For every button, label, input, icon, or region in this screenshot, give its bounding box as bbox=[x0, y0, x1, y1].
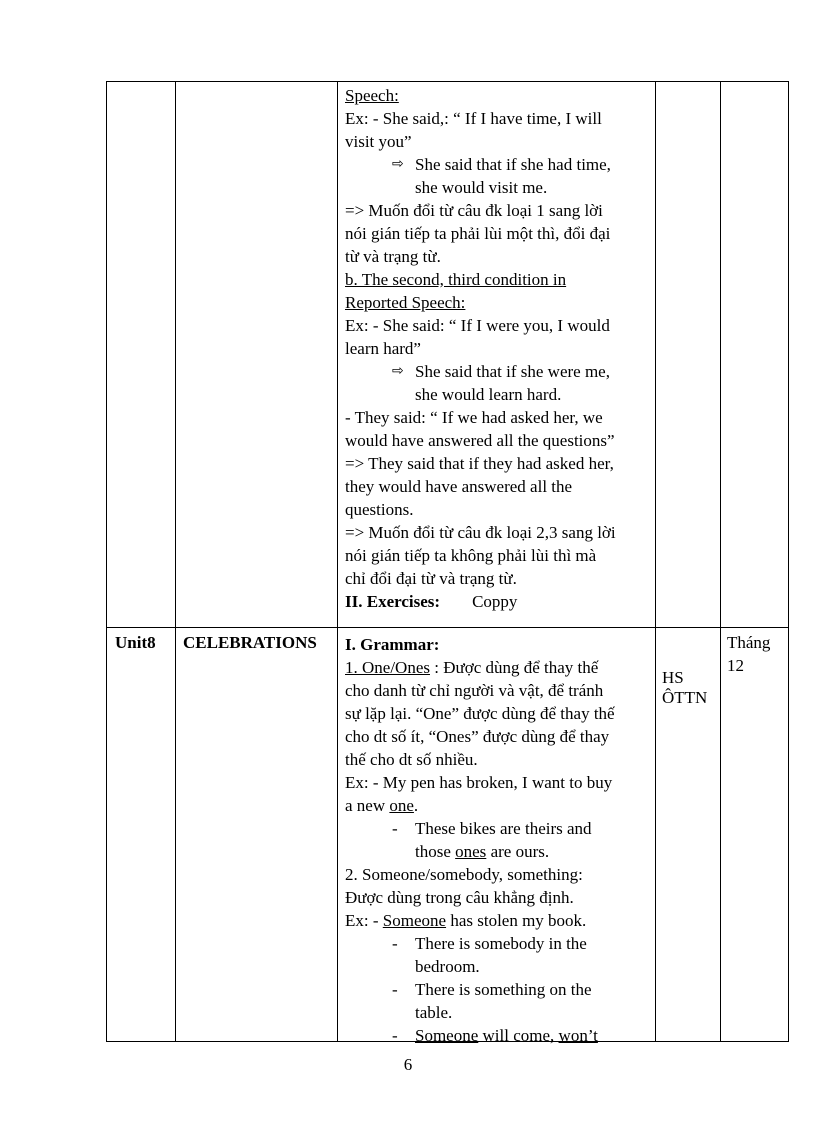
text-line: => Muốn đổi từ câu đk loại 1 sang lời bbox=[345, 201, 603, 220]
text-line: sự lặp lại. “One” được dùng để thay thế bbox=[345, 704, 615, 723]
text-line: - They said: “ If we had asked her, we bbox=[345, 408, 603, 427]
unit-topic: CELEBRATIONS bbox=[183, 633, 317, 652]
text-line: - Someone will come, won’t bbox=[392, 1026, 598, 1045]
text-line: từ và trạng từ. bbox=[345, 247, 441, 266]
row1-content bbox=[345, 84, 655, 613]
text-line: learn hard” bbox=[345, 339, 421, 358]
page-number: 6 bbox=[403, 1055, 413, 1074]
text-line: ⇨ She said that if she were me, bbox=[392, 362, 610, 381]
text-line: 1. One/Ones : Được dùng để thay thế bbox=[345, 658, 599, 677]
text-line: would have answered all the questions” bbox=[345, 431, 615, 450]
unit-label: Unit8 bbox=[115, 633, 156, 652]
text-line: => They said that if they had asked her, bbox=[345, 454, 614, 473]
text-line: cho dt số ít, “Ones” được dùng để thay bbox=[345, 727, 610, 746]
text-line: Ex: - She said,: “ If I have time, I will bbox=[345, 109, 602, 128]
text-line: those ones are ours. bbox=[415, 842, 550, 861]
text-line: Được dùng trong câu khẳng định. bbox=[345, 888, 574, 907]
column-divider bbox=[337, 82, 338, 1041]
text-line: 12 bbox=[727, 656, 744, 675]
text-line: Speech: bbox=[345, 86, 399, 105]
exercises-line: II. Exercises: Coppy bbox=[345, 592, 518, 611]
row2-content bbox=[345, 633, 655, 1047]
text-line: table. bbox=[415, 1003, 453, 1022]
section-heading: I. Grammar: bbox=[345, 635, 440, 654]
text-line: Tháng bbox=[727, 633, 771, 652]
arrow-right-icon: ⇨ bbox=[392, 363, 404, 379]
text-line: thế cho dt số nhiều. bbox=[345, 750, 478, 769]
time-cell bbox=[727, 631, 770, 677]
text-line: questions. bbox=[345, 500, 414, 519]
text-line: chỉ đổi đại từ và trạng từ. bbox=[345, 569, 517, 588]
lesson-plan-table bbox=[106, 81, 789, 1045]
text-line: HS bbox=[662, 668, 684, 687]
text-line: visit you” bbox=[345, 132, 412, 151]
text-line: Ex: - My pen has broken, I want to buy bbox=[345, 773, 613, 792]
arrow-right-icon: ⇨ bbox=[392, 156, 404, 172]
text-line: - There is somebody in the bbox=[392, 934, 587, 953]
text-line: ÔTTN bbox=[662, 688, 708, 707]
text-line: cho danh từ chỉ người và vật, để tránh bbox=[345, 681, 604, 700]
section-heading: b. The second, third condition in bbox=[345, 270, 567, 289]
text-line: - These bikes are theirs and bbox=[392, 819, 592, 838]
text-line: 2. Someone/somebody, something: bbox=[345, 865, 583, 884]
text-line: Ex: - Someone has stolen my book. bbox=[345, 911, 587, 930]
text-line: bedroom. bbox=[415, 957, 480, 976]
text-line: nói gián tiếp ta phải lùi một thì, đổi đại bbox=[345, 224, 611, 243]
text-line: nói gián tiếp ta không phải lùi thì mà bbox=[345, 546, 597, 565]
row-divider bbox=[107, 627, 788, 628]
text-line: she would visit me. bbox=[415, 178, 548, 197]
text-line: => Muốn đổi từ câu đk loại 2,3 sang lời bbox=[345, 523, 616, 542]
participants-cell bbox=[662, 668, 707, 708]
column-divider bbox=[655, 82, 656, 1041]
section-heading: Reported Speech: bbox=[345, 293, 466, 312]
text-line: she would learn hard. bbox=[415, 385, 562, 404]
text-line: a new one. bbox=[345, 796, 419, 815]
text-line: they would have answered all the bbox=[345, 477, 573, 496]
column-divider bbox=[720, 82, 721, 1041]
text-line: - There is something on the bbox=[392, 980, 592, 999]
text-line: ⇨ She said that if she had time, bbox=[392, 155, 611, 174]
column-divider bbox=[175, 82, 176, 1041]
text-line: Ex: - She said: “ If I were you, I would bbox=[345, 316, 610, 335]
